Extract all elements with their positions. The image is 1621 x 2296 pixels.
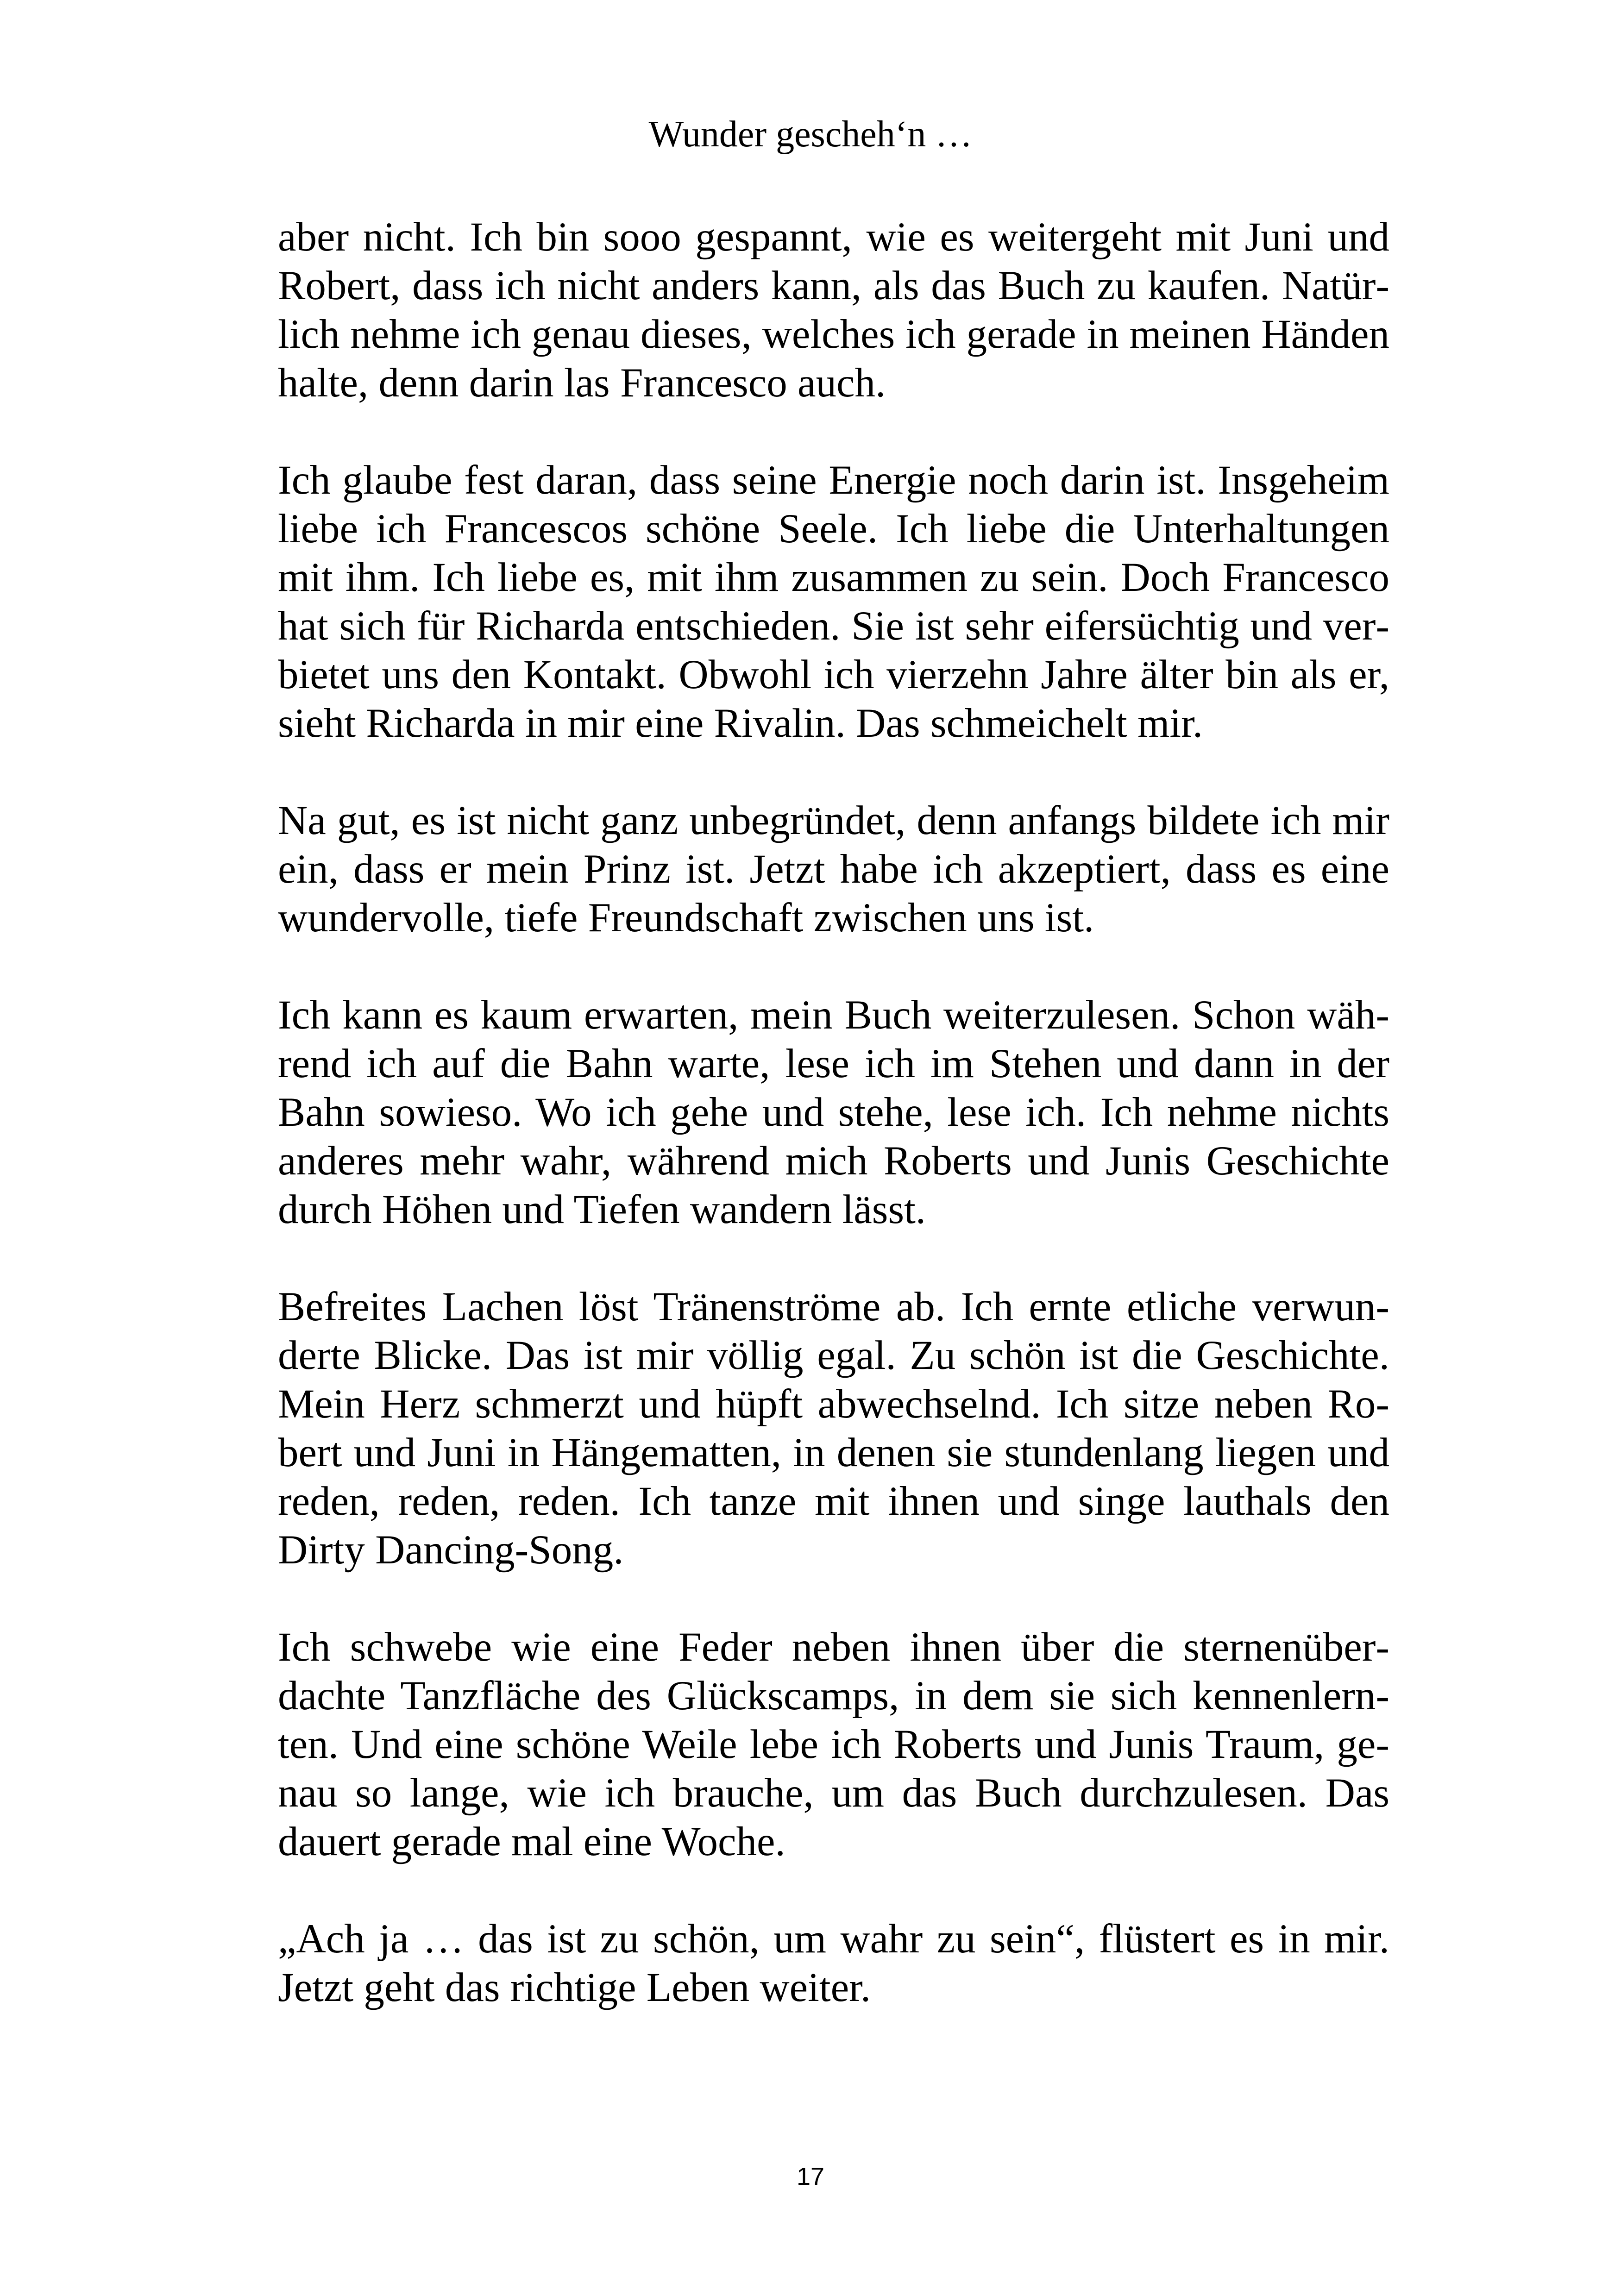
paragraph: aber nicht. Ich bin sooo gespannt, wie es weitergeht mit Juni und Robert, dass ich nicht anders kann, als das Buch zu kaufen. Natürlich nehme ich genau dieses, welches ich gerade in meinen Händen halte, denn darin las Francesco auch. (278, 214, 1389, 406)
paragraph: Ich glaube fest daran, dass seine Energie noch darin ist. Insgeheim liebe ich Francescos schöne Seele. Ich liebe die Unterhaltungen mit ihm. Ich liebe es, mit ihm zusammen zu sein. Doch Francesco hat sich für Richarda entschieden. Sie ist sehr eifersüchtig und verbietet uns den Kontakt. Obwohl ich vierzehn Jahre älter bin als er, sieht Richarda in mir eine Rivalin. Das schmeichelt mir. (278, 458, 1389, 746)
page-number: 17 (796, 2163, 825, 2190)
running-header: Wunder gescheh‘n … (648, 114, 973, 155)
paragraph: Na gut, es ist nicht ganz unbegründet, denn anfangs bildete ich mir ein, dass er mein Prinz ist. Jetzt habe ich akzeptiert, dass es eine wundervolle, tiefe Freundschaft zwischen uns ist. (278, 798, 1389, 941)
paragraph: Ich schwebe wie eine Feder neben ihnen über die sternenüberdachte Tanzfläche des Glückscamps, in dem sie sich kennenlernten. Und eine schöne Weile lebe ich Roberts und Junis Traum, genau so lange, wie ich brauche, um das Buch durchzulesen. Das dauert gerade mal eine Woche. (278, 1625, 1389, 1864)
paragraph: Befreites Lachen löst Tränenströme ab. Ich ernte etliche verwunderte Blicke. Das ist mir völlig egal. Zu schön ist die Geschichte. Mein Herz schmerzt und hüpft abwechselnd. Ich sitze neben Robert und Juni in Hängematten, in denen sie stundenlang liegen und reden, reden, reden. Ich tanze mit ihnen und singe lauthals den Dirty Dancing-Song. (278, 1284, 1389, 1573)
paragraph: Ich kann es kaum erwarten, mein Buch weiterzulesen. Schon während ich auf die Bahn warte, lese ich im Stehen und dann in der Bahn sowieso. Wo ich gehe und stehe, lese ich. Ich nehme nichts anderes mehr wahr, während mich Roberts und Junis Geschichte durch Höhen und Tiefen wandern lässt. (278, 992, 1389, 1232)
paragraph: „Ach ja … das ist zu schön, um wahr zu sein“, flüstert es in mir. Jetzt geht das richtige Leben weiter. (278, 1916, 1389, 2010)
body-text (278, 213, 1389, 2012)
